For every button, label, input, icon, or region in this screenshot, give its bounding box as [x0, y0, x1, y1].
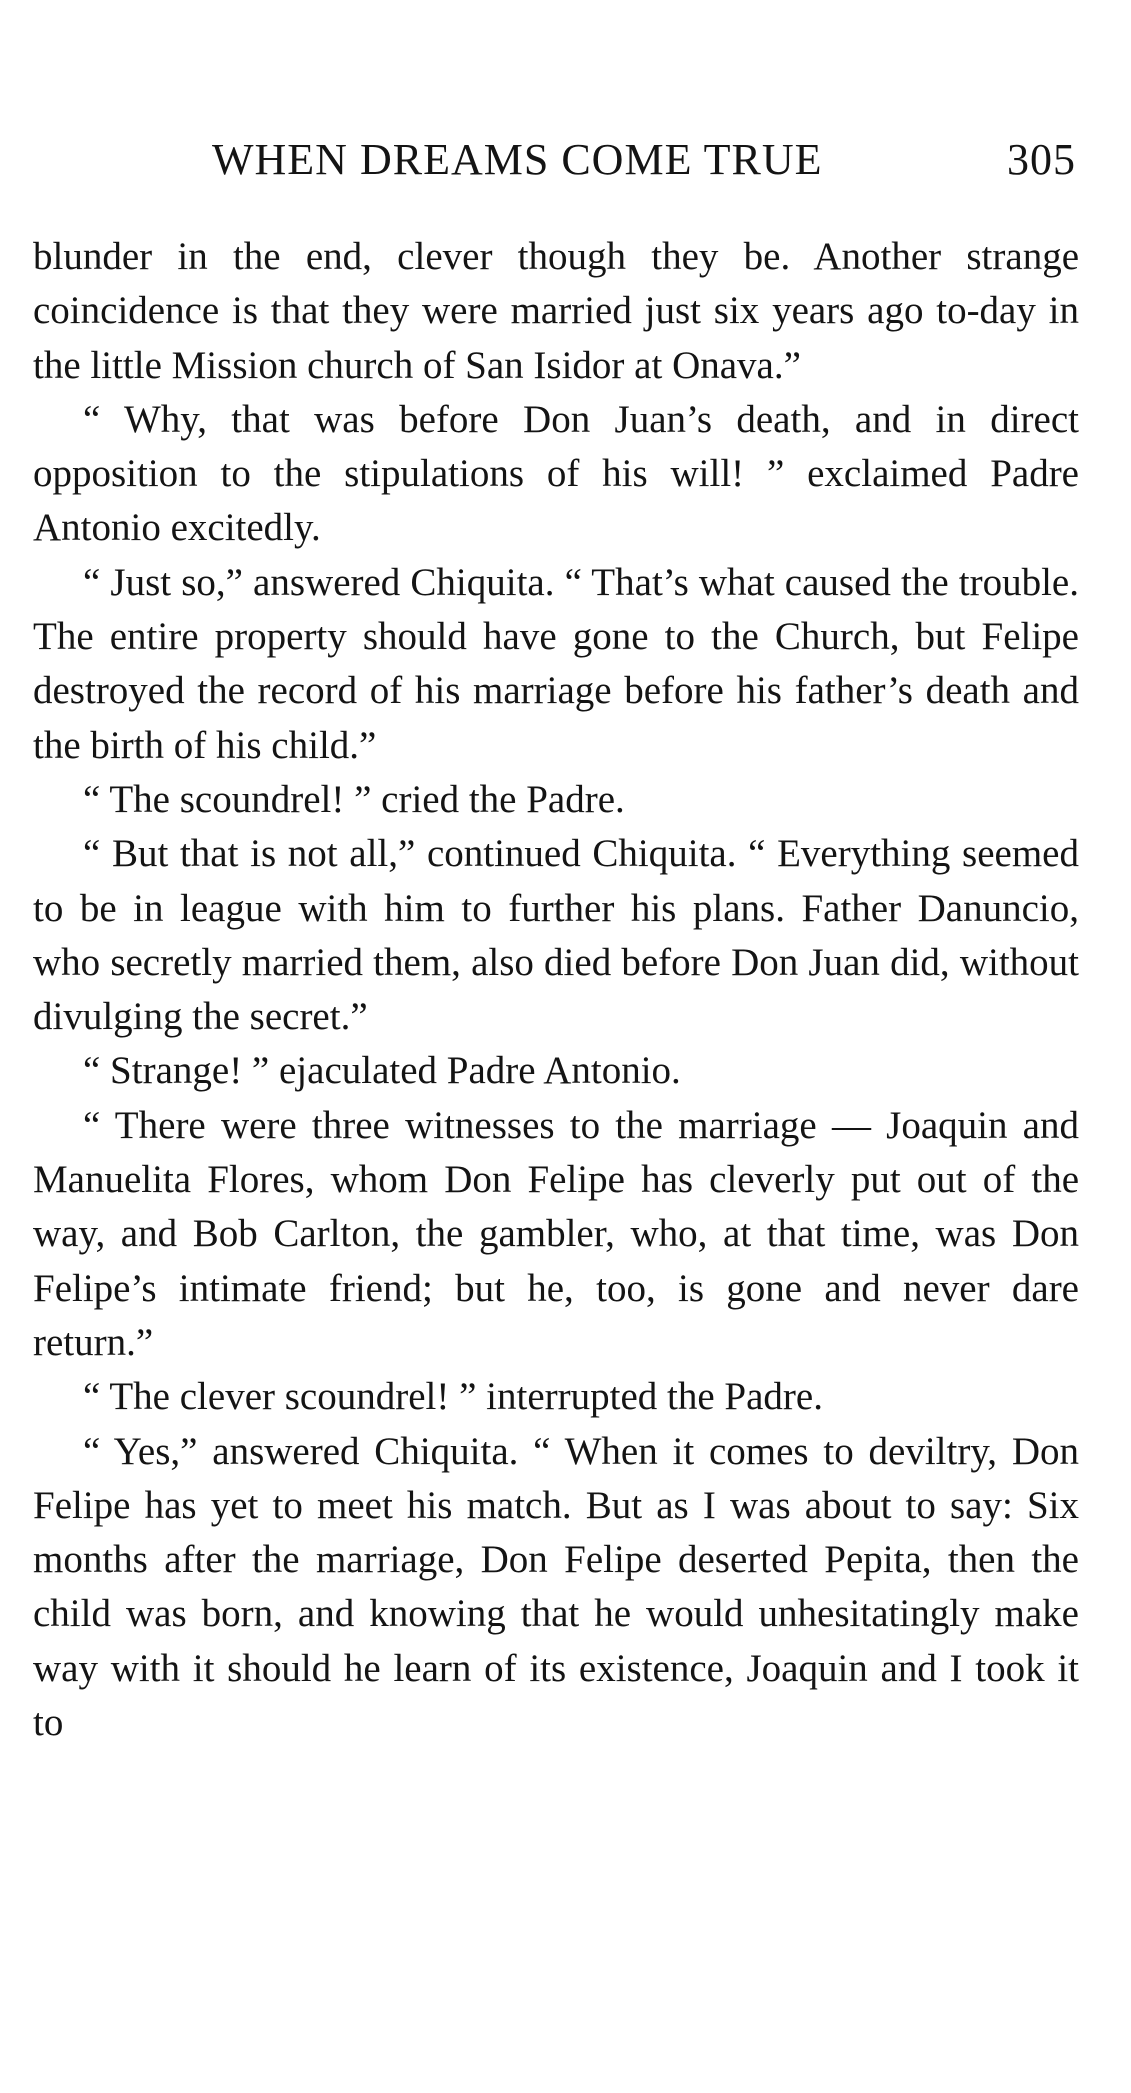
paragraph: “ But that is not all,” continued Chiquita. “ Everything seemed to be in league with him to further his plans. Father Danuncio, who secretly married them, also died before Don Juan did, without divulging the secret.” [33, 832, 1079, 1039]
paragraph: “ Just so,” answered Chiquita. “ That’s what caused the trouble. The entire property should have gone to the Church, but Felipe destroyed the record of his marriage before his father’s death and the birth of his child.” [33, 560, 1079, 767]
paragraph: “ The clever scoundrel! ” interrupted the Padre. [83, 1375, 823, 1419]
body-text [33, 230, 1079, 1750]
page-number: 305 [1007, 135, 1076, 184]
paragraph: “ There were three witnesses to the marriage — Joaquin and Manuelita Flores, whom Don Felipe has cleverly put out of the way, and Bob Carlton, the gambler, who, at that time, was Don Felipe’s intimate friend; but he, too, is gone and never dare return.” [33, 1103, 1079, 1364]
paragraph-continued: blunder in the end, clever though they be. Another strange coincidence is that they were married just six years ago to-day in the little Mission church of San Isidor at Onava.” [33, 235, 1079, 387]
running-head [0, 134, 1131, 194]
paragraph: “ Strange! ” ejaculated Padre Antonio. [83, 1049, 681, 1093]
paragraph: “ The scoundrel! ” cried the Padre. [83, 777, 625, 821]
running-title: WHEN DREAMS COME TRUE [212, 135, 823, 184]
paragraph: “ Why, that was before Don Juan’s death, and in direct opposition to the stipulations of his will! ” exclaimed Padre Antonio excitedly. [33, 397, 1079, 550]
paragraph: “ Yes,” answered Chiquita. “ When it comes to deviltry, Don Felipe has yet to meet his match. But as I was about to say: Six months after the marriage, Don Felipe deserted Pepita, then the child was born, and knowing that he would unhesitatingly make way with it should he learn of its existence, Joaquin and I took it to [33, 1429, 1079, 1745]
